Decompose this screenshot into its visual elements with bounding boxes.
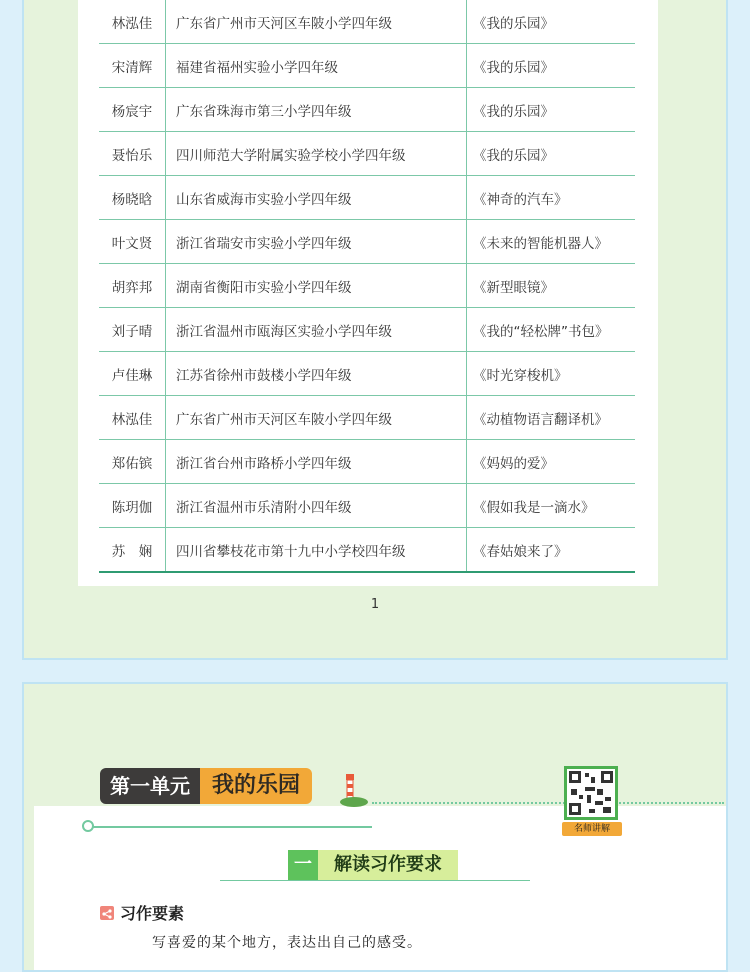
school-name: 湖南省衡阳市实验小学四年级 [166, 264, 467, 308]
student-name: 杨晓晗 [99, 176, 166, 220]
awards-table [99, 0, 635, 573]
essay-title: 《我的乐园》 [467, 88, 636, 132]
table-row [99, 176, 635, 220]
share-icon [100, 906, 114, 920]
section-underline [220, 880, 530, 881]
table-row [99, 440, 635, 484]
student-name: 叶文贤 [99, 220, 166, 264]
essay-title: 《我的乐园》 [467, 132, 636, 176]
essay-title: 《我的乐园》 [467, 0, 636, 44]
line-end-circle [82, 820, 94, 832]
section-header [288, 850, 458, 880]
essay-title: 《神奇的汽车》 [467, 176, 636, 220]
school-name: 浙江省瑞安市实验小学四年级 [166, 220, 467, 264]
section-title: 解读习作要求 [318, 850, 458, 880]
student-name: 陈玥伽 [99, 484, 166, 528]
qr-code[interactable] [564, 766, 618, 820]
school-name: 广东省广州市天河区车陂小学四年级 [166, 0, 467, 44]
school-name: 广东省珠海市第三小学四年级 [166, 88, 467, 132]
student-name: 刘子晴 [99, 308, 166, 352]
school-name: 山东省威海市实验小学四年级 [166, 176, 467, 220]
school-name: 福建省福州实验小学四年级 [166, 44, 467, 88]
table-row [99, 264, 635, 308]
student-name: 胡弈邦 [99, 264, 166, 308]
school-name: 四川省攀枝花市第十九中小学校四年级 [166, 528, 467, 573]
student-name: 郑佑镔 [99, 440, 166, 484]
essay-title: 《时光穿梭机》 [467, 352, 636, 396]
unit-number: 第一单元 [100, 768, 200, 804]
qr-caption: 名师讲解 [562, 822, 622, 836]
student-name: 聂怡乐 [99, 132, 166, 176]
body-text: 写喜爱的某个地方，表达出自己的感受。 [152, 935, 422, 951]
student-name: 林泓佳 [99, 396, 166, 440]
essay-title: 《妈妈的爱》 [467, 440, 636, 484]
school-name: 浙江省台州市路桥小学四年级 [166, 440, 467, 484]
table-row [99, 308, 635, 352]
unit-banner [100, 768, 312, 804]
table-row [99, 88, 635, 132]
school-name: 四川师范大学附属实验学校小学四年级 [166, 132, 467, 176]
lighthouse-icon [340, 772, 380, 808]
student-name: 宋清辉 [99, 44, 166, 88]
school-name: 浙江省温州市瓯海区实验小学四年级 [166, 308, 467, 352]
school-name: 江苏省徐州市鼓楼小学四年级 [166, 352, 467, 396]
table-row [99, 352, 635, 396]
essay-title: 《新型眼镜》 [467, 264, 636, 308]
page-number: 1 [370, 597, 380, 612]
table-row [99, 396, 635, 440]
table-row [99, 484, 635, 528]
unit-underline [90, 826, 372, 828]
subsection-title: 习作要素 [120, 904, 185, 923]
school-name: 广东省广州市天河区车陂小学四年级 [166, 396, 467, 440]
page-one [22, 0, 728, 660]
student-name: 杨宸宇 [99, 88, 166, 132]
essay-title: 《未来的智能机器人》 [467, 220, 636, 264]
essay-title: 《春姑娘来了》 [467, 528, 636, 573]
school-name: 浙江省温州市乐清附小四年级 [166, 484, 467, 528]
unit-title: 我的乐园 [200, 768, 312, 804]
essay-title: 《动植物语言翻译机》 [467, 396, 636, 440]
essay-title: 《假如我是一滴水》 [467, 484, 636, 528]
table-row [99, 220, 635, 264]
student-name: 林泓佳 [99, 0, 166, 44]
essay-title: 《我的乐园》 [467, 44, 636, 88]
student-name: 卢佳琳 [99, 352, 166, 396]
awards-sheet [78, 0, 658, 586]
dotted-divider [372, 802, 724, 804]
subsection-header [100, 901, 184, 924]
section-number: 一 [288, 850, 318, 880]
student-name: 苏 娴 [99, 528, 166, 573]
table-row [99, 0, 635, 44]
table-row [99, 132, 635, 176]
table-row [99, 44, 635, 88]
page-two [22, 682, 728, 972]
table-row [99, 528, 635, 573]
essay-title: 《我的“轻松牌”书包》 [467, 308, 636, 352]
